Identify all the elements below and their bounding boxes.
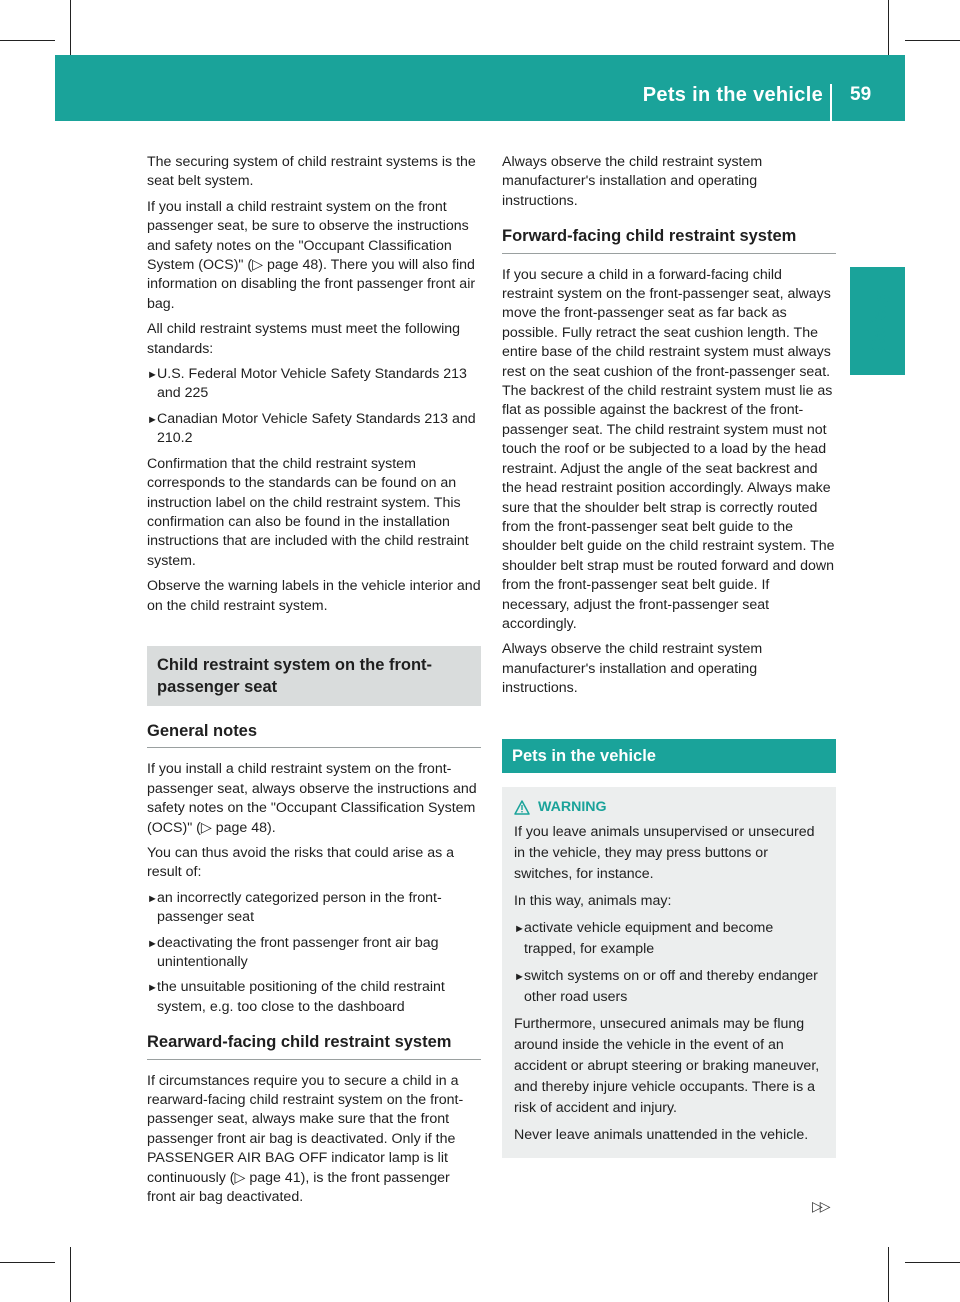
paragraph: Never leave animals unattended in the vehicle. <box>514 1126 809 1143</box>
section-heading: Child restraint system on the front-passenger seat <box>147 646 481 706</box>
bullet-icon: ► <box>147 892 158 905</box>
crop-mark <box>905 40 960 41</box>
bullet-icon: ► <box>147 413 158 426</box>
paragraph: Observe the warning labels in the vehicle interior and on the child restraint system. <box>147 578 481 614</box>
side-tab-label: Safety <box>868 291 891 352</box>
paragraph: Always observe the child restraint system manufacturer's installation and operating instructions. <box>502 641 763 697</box>
page-title: Pets in the vehicle <box>642 84 823 106</box>
paragraph: The securing system of child restraint systems is the seat belt system. <box>147 154 476 190</box>
continue-arrows-icon: ▷▷ <box>812 1198 828 1214</box>
warning-box <box>502 787 836 1158</box>
subheading-general-notes: General notes <box>147 722 481 748</box>
paragraph: Always observe the child restraint system manufacturer's installation and operating instructions. <box>502 154 763 209</box>
paragraph: If you leave animals unsupervised or unsecured in the vehicle, they may press buttons or switches, for instance. <box>514 823 815 882</box>
bullet-icon: ► <box>147 369 158 382</box>
paragraph: All child restraint systems must meet the following standards: <box>147 321 461 357</box>
bullet-icon: ► <box>514 970 525 983</box>
warning-header <box>514 797 824 818</box>
bullet-icon: ► <box>147 982 158 995</box>
crop-mark <box>888 1247 889 1302</box>
crop-mark <box>70 1247 71 1302</box>
list-item: ► an incorrectly categorized person in the front-passenger seat <box>147 889 481 928</box>
warning-triangle-icon <box>514 800 530 815</box>
paragraph: Confirmation that the child restraint system corresponds to the standards can be found on an instruction label on the child restraint system. This confirmation can also be found in the installation instructions that are included with the child restraint system. <box>147 455 469 569</box>
paragraph: In this way, animals may: <box>514 892 672 909</box>
list-item: ► deactivating the front passenger front air bag unintentionally <box>147 934 481 973</box>
list-item: ► Canadian Motor Vehicle Safety Standards 213 and 210.2 <box>147 410 481 449</box>
list-item: ► switch systems on or off and thereby endanger other road users <box>514 966 824 1008</box>
page-number: 59 <box>850 84 872 105</box>
bullet-icon: ► <box>147 937 158 950</box>
paragraph: Furthermore, unsecured animals may be flung around inside the vehicle in the event of an accident or abrupt steering or braking maneuver, and thereby injure vehicle occupants. There is a risk of accident and injury. <box>514 1015 820 1116</box>
paragraph-ocs-reference: If you install a child restraint system on the front-passenger seat, always observe the instructions and safety notes on the "Occupant Classification System (OCS)" (▷ page 48). <box>147 761 477 836</box>
paragraph: If you secure a child in a forward-facing child restraint system on the front-passenger seat, always move the front-passenger seat as far back as possible. Fully retract the seat cushion length. The entire base of the child restraint system must always rest on the seat cushion of the front-passenger seat. The backrest of the child restraint system must lie as flat as possible against the backrest of the front-passenger seat. The child restraint system must not touch the roof or be subjected to a load by the head restraint. Adjust the angle of the seat backrest and the head restraint position accordingly. Always make sure that the shoulder belt strap is correctly routed from the front-passenger seat belt guide to the shoulder belt guide on the child restraint system. The shoulder belt strap must be routed forward and down from the front-passenger seat belt guide. If necessary, adjust the front-passenger seat accordingly. <box>502 266 835 632</box>
paragraph-ocs-reference: If you install a child restraint system on the front passenger seat, be sure to observe the instructions and safety notes on the "Occupant Classification System (OCS)" (▷ page 48). There you will also find information on disabling the front passenger front air bag. <box>147 198 476 312</box>
crop-mark <box>888 0 889 55</box>
paragraph-indicator-reference: If circumstances require you to secure a child in a rearward-facing child restraint system on the front-passenger seat, always make sure that the front passenger front air bag is deactivated. Only if the PASSENGER AIR BAG OFF indicator lamp is lit continuously (▷ page 41), is the front passenger front air bag deactivated. <box>147 1072 464 1206</box>
crop-mark <box>70 0 71 55</box>
list-item: ► the unsuitable positioning of the child restraint system, e.g. too close to the dashboard <box>147 978 481 1017</box>
header-divider <box>830 84 832 121</box>
warning-label: WARNING <box>538 798 607 815</box>
list-item: ► U.S. Federal Motor Vehicle Safety Standards 213 and 225 <box>147 365 481 404</box>
paragraph: You can thus avoid the risks that could arise as a result of: <box>147 844 455 881</box>
bullet-icon: ► <box>514 922 525 935</box>
section-heading-pets: Pets in the vehicle <box>502 739 836 773</box>
crop-mark <box>905 1262 960 1263</box>
crop-mark <box>0 1262 55 1263</box>
right-column <box>502 153 836 1158</box>
crop-mark <box>0 40 55 41</box>
subheading-rearward: Rearward-facing child restraint system <box>147 1033 481 1059</box>
subheading-forward: Forward-facing child restraint system <box>502 227 836 253</box>
list-item: ► activate vehicle equipment and become trapped, for example <box>514 918 824 960</box>
left-column <box>147 153 481 1213</box>
